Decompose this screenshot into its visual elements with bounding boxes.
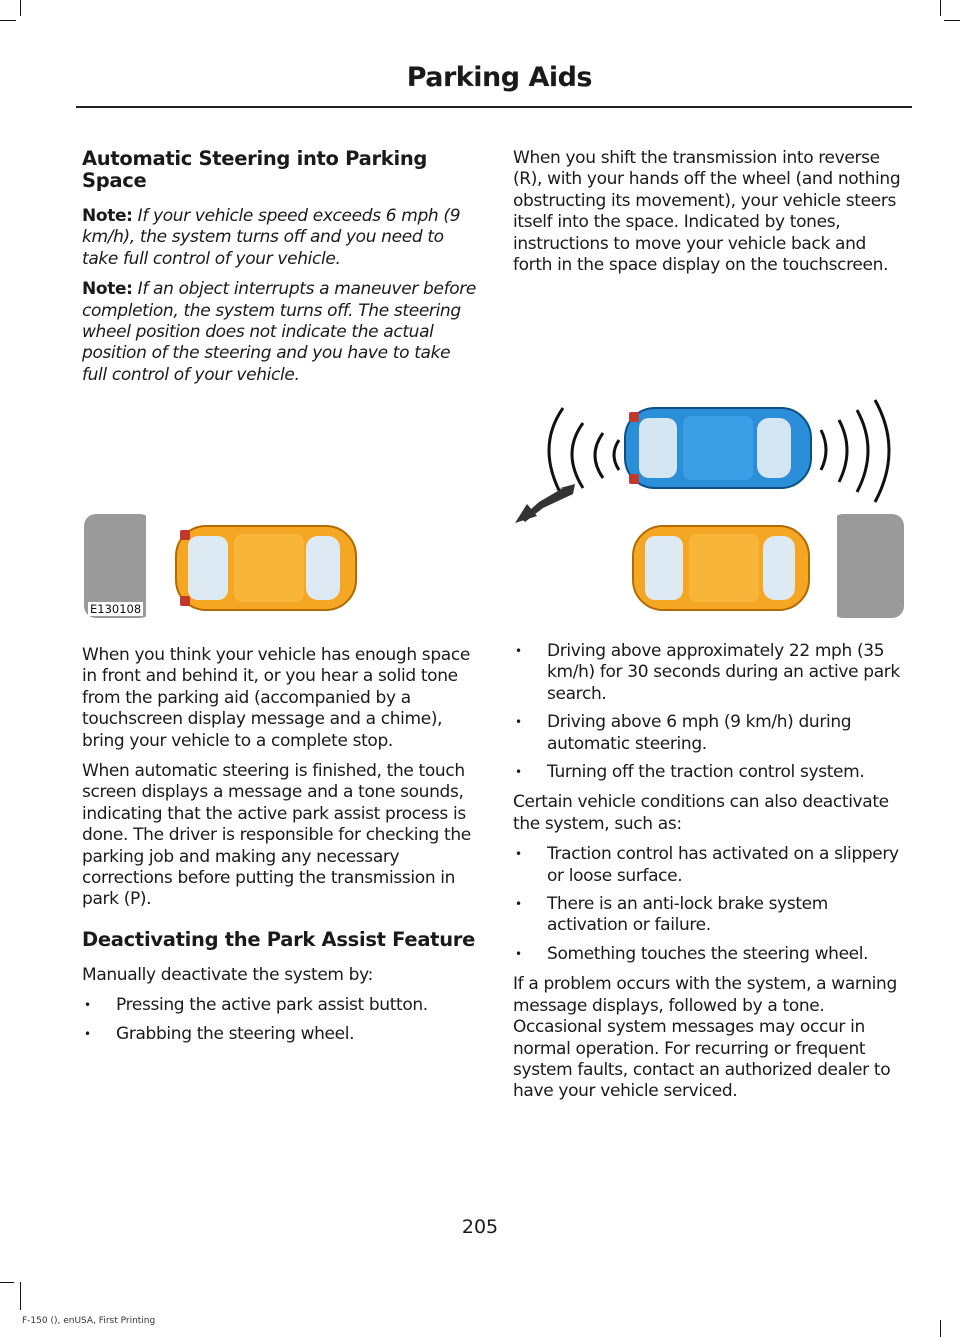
list-item: • Driving above approximately 22 mph (35 km/h) for 30 seconds during an active park search.	[513, 641, 907, 705]
section-heading: Automatic Steering into Parking Space	[82, 147, 428, 192]
paragraph: When you think your vehicle has enough space in front and behind it, or you hear a solid tone from the parking aid (accompanied by a touchscreen display message and a chime), bring your vehicle to a complete stop.	[82, 645, 470, 751]
page-title: Parking Aids	[406, 62, 592, 93]
crop-mark	[0, 1282, 14, 1283]
crop-mark	[0, 20, 16, 21]
paragraph: When you shift the transmission into reverse (R), with your hands off the wheel (and nothing obstructing its movement), your vehicle steers itself into the space. Indicated by tones, instructions to move your vehicle back and forth in the space display on the touchscreen.	[513, 148, 901, 276]
list-item: • Something touches the steering wheel.	[513, 944, 907, 965]
bullet-list	[513, 641, 907, 783]
paragraph: If a problem occurs with the system, a warning message displays, followed by a tone. Occasional system messages may occur in normal operation. For recurring or frequent system faults, contact an authorized dealer to have your vehicle serviced.	[513, 974, 897, 1102]
list-item: • Turning off the traction control system.	[513, 762, 907, 783]
paragraph: Manually deactivate the system by:	[82, 964, 373, 985]
crop-mark	[20, 0, 21, 16]
orange-car-icon	[176, 526, 356, 610]
list-item: • Pressing the active park assist button.	[82, 995, 476, 1016]
section-heading: Deactivating the Park Assist Feature	[82, 927, 476, 951]
car-reversing-illustration	[513, 398, 904, 618]
page-number: 205	[461, 1216, 499, 1238]
crop-mark	[940, 0, 941, 16]
paragraph: Certain vehicle conditions can also deactivate the system, such as:	[513, 792, 889, 834]
right-column	[513, 148, 907, 285]
bullet-list	[513, 844, 907, 965]
crop-mark	[20, 1282, 21, 1310]
list-item: • Traction control has activated on a slippery or loose surface.	[513, 844, 907, 887]
reverse-parking-illustration	[513, 398, 904, 618]
header-divider	[76, 106, 912, 108]
list-item: • Driving above 6 mph (9 km/h) during automatic steering.	[513, 712, 907, 755]
list-item: • There is an anti-lock brake system activation or failure.	[513, 894, 907, 937]
footer-text: F-150 (), enUSA, First Printing	[22, 1316, 156, 1326]
parking-space-illustration	[84, 514, 404, 618]
crop-mark	[940, 1320, 941, 1337]
figure-label: E130108	[90, 602, 142, 616]
orange-car-icon	[633, 526, 809, 610]
bullet-list	[82, 995, 476, 1045]
left-column	[82, 148, 476, 395]
note: Note: If an object interrupts a maneuver before completion, the system turns off. The steering wheel position does not indicate the actual position of the steering and you have to take full control of your vehicle.	[82, 279, 477, 385]
reverse-arrow-icon	[515, 484, 575, 523]
left-column-lower	[82, 645, 476, 1054]
paragraph: When automatic steering is finished, the touch screen displays a message and a tone sounds, indicating that the active park assist process is done. The driver is responsible for checking the parking job and making any necessary corrections before putting the transmission in park (P).	[82, 761, 471, 910]
list-item: • Grabbing the steering wheel.	[82, 1024, 476, 1045]
note: Note: If your vehicle speed exceeds 6 mph (9 km/h), the system turns off and you need to take full control of your vehicle.	[82, 206, 461, 269]
blue-car-icon	[625, 408, 811, 488]
right-column-lower	[513, 641, 907, 1112]
crop-mark	[944, 20, 960, 21]
